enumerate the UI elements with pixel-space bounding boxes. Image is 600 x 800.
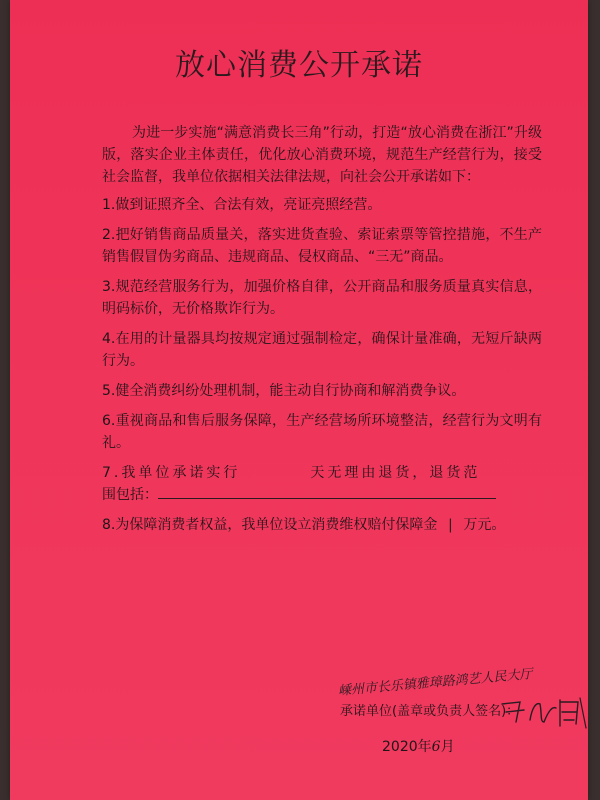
- item-7-scope: [102, 484, 542, 506]
- document-title: 放心消费公开承诺: [175, 48, 423, 83]
- date-month-label: 月: [440, 739, 455, 755]
- date-year: 2020年: [382, 739, 432, 755]
- signature-label: 承诺单位(盖章或负责人签名)：: [340, 704, 520, 719]
- handwritten-unit-name: 嵊州市长乐镇雅璋路鸿艺人民大厅: [337, 667, 534, 699]
- item-8-amount-mark: |: [448, 517, 453, 533]
- item-6: 6.重视商品和售后服务保障，生产经营场所环境整洁，经营行为文明有礼。: [102, 413, 542, 451]
- item-7: [102, 462, 542, 484]
- item-8-prefix: 8.为保障消费者权益，我单位设立消费维权赔付保障金: [102, 517, 438, 533]
- commitment-paper: [10, 0, 588, 800]
- item-3: 3.规范经营服务行为，加强价格自律，公开商品和服务质量真实信息，明码标价，无价格欺诈行为。: [102, 279, 542, 317]
- item-4: 4.在用的计量器具均按规定通过强制检定，确保计量准确，无短斤缺两行为。: [102, 331, 542, 369]
- item-1: 1.做到证照齐全、合法有效，亮证亮照经营。: [102, 197, 382, 213]
- return-scope-field: [158, 486, 496, 499]
- intro-paragraph: 为进一步实施“满意消费长三角”行动，打造“放心消费在浙江”升级版，落实企业主体责任，优化放心消费环境，规范生产经营行为，接受社会监督，我单位依据相关法律法规，向社会公开承诺如下：: [102, 125, 542, 185]
- document-body: [102, 122, 542, 536]
- item-7-prefix: 7.我单位承诺实行: [102, 465, 241, 481]
- handwritten-signature: [496, 692, 592, 732]
- item-7-scope-label: 围包括：: [102, 487, 158, 503]
- item-7-suffix: 天无理由退货，退货范: [310, 465, 481, 481]
- item-8: [102, 514, 542, 536]
- date-month-handwritten: 6: [431, 739, 441, 755]
- item-8-suffix: 万元。: [463, 517, 506, 533]
- commitment-date: [382, 736, 455, 756]
- item-2: 2.把好销售商品质量关，落实进货查验、索证索票等管控措施，不生产销售假冒伪劣商品、违规商品、侵权商品、“三无”商品。: [102, 227, 542, 265]
- item-5: 5.健全消费纠纷处理机制，能主动自行协商和解消费争议。: [102, 383, 466, 399]
